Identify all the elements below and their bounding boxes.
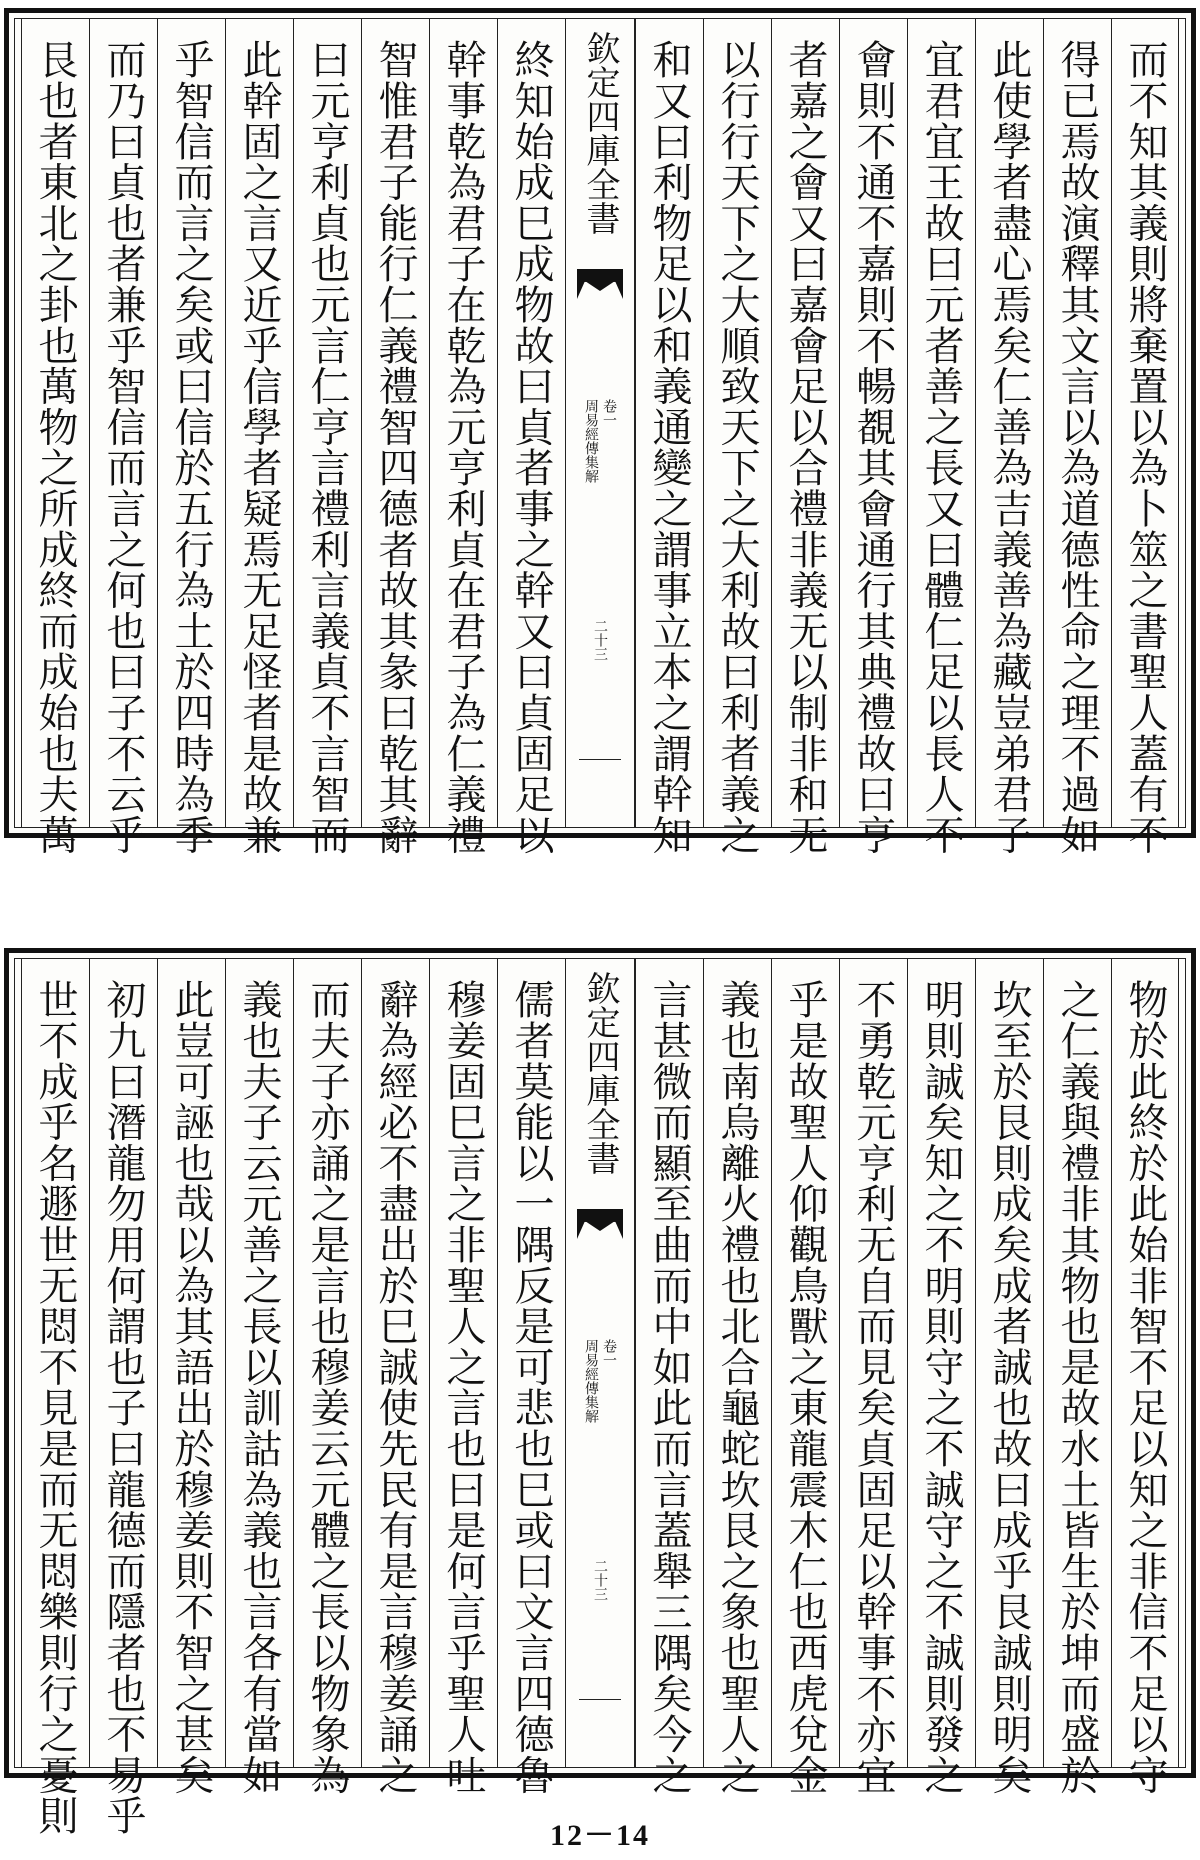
column-text: 辭為經必不盡出於巳誠使先民有是言穆姜誦之 xyxy=(372,979,418,1795)
text-column xyxy=(429,959,497,1795)
column-text: 之仁義與禮非其物也是故水土皆生於坤而盛於 xyxy=(1054,979,1100,1795)
column-text: 艮也者東北之卦也萬物之所成終而成始也夫萬 xyxy=(32,39,78,855)
column-text: 坎至於艮則成矣成者誠也故曰成乎艮誠則明矣 xyxy=(986,979,1032,1795)
column-text: 得已焉故演釋其文言以為道德性命之理不過如 xyxy=(1054,39,1100,855)
text-column xyxy=(1043,19,1111,855)
text-column xyxy=(497,959,565,1795)
text-column xyxy=(157,19,225,855)
column-text: 初九曰潛龍勿用何謂也子曰龍德而隱者也不易乎 xyxy=(100,979,146,1836)
volume-label: 卷一 xyxy=(601,1339,617,1367)
column-divider xyxy=(157,19,158,827)
book-title: 周易經傳集解 xyxy=(583,1339,599,1423)
column-text: 儒者莫能以一隅反是可悲也巳或曰文言四德魯 xyxy=(508,979,554,1795)
text-column xyxy=(89,959,157,1836)
text-column xyxy=(225,959,293,1795)
text-column xyxy=(907,19,975,855)
column-divider xyxy=(839,19,840,827)
page-frame xyxy=(14,18,1186,855)
column-text: 宜君宜王故曰元者善之長又曰體仁足以長人不 xyxy=(918,39,964,855)
column-divider xyxy=(21,959,22,1767)
column-divider xyxy=(907,19,908,827)
text-column xyxy=(1111,959,1179,1795)
page-footer-number: 12－14 xyxy=(550,1819,650,1852)
column-divider xyxy=(771,19,772,827)
fish-tail-ornament-icon xyxy=(577,1209,623,1239)
text-column xyxy=(21,959,89,1836)
column-divider xyxy=(771,959,772,1767)
column-divider xyxy=(1178,19,1179,827)
column-divider xyxy=(361,959,362,1767)
column-text: 世不成乎名遯世无悶不見是而无悶樂則行之憂則 xyxy=(32,979,78,1836)
leaf-number: 二十三 xyxy=(592,619,608,661)
spine-title xyxy=(565,31,635,235)
column-divider xyxy=(1043,959,1044,1767)
text-column xyxy=(225,19,293,855)
column-text: 穆姜固巳言之非聖人之言也曰是何言乎聖人吐 xyxy=(440,979,486,1795)
column-divider xyxy=(1178,959,1179,1767)
text-column xyxy=(907,959,975,1795)
text-column xyxy=(839,19,907,855)
text-column xyxy=(293,959,361,1795)
column-divider xyxy=(157,959,158,1767)
fish-tail-ornament-icon xyxy=(577,269,623,299)
column-divider xyxy=(1111,959,1112,1767)
column-divider xyxy=(635,959,636,1767)
text-column xyxy=(21,19,89,855)
column-divider xyxy=(1111,19,1112,827)
column-text: 不勇乾元亨利无自而見矣貞固足以幹事不亦宜 xyxy=(850,979,896,1795)
text-column xyxy=(1111,19,1179,855)
volume-label: 卷一 xyxy=(601,399,617,427)
spine-book-info xyxy=(565,399,635,483)
text-column xyxy=(89,19,157,855)
column-divider xyxy=(975,959,976,1767)
spine-rule xyxy=(579,759,621,760)
text-column xyxy=(1043,959,1111,1795)
column-divider xyxy=(429,959,430,1767)
spine-book-info xyxy=(565,1339,635,1423)
column-divider xyxy=(21,19,22,827)
column-divider xyxy=(89,19,90,827)
column-divider xyxy=(703,19,704,827)
leaf-number: 二十三 xyxy=(592,1559,608,1601)
column-text: 會則不通不嘉則不暢覩其會通行其典禮故曰亨 xyxy=(850,39,896,855)
column-text: 幹事乾為君子在乾為元亨利貞在君子為仁義禮 xyxy=(440,39,486,855)
column-text: 乎是故聖人仰觀鳥獸之東龍震木仁也西虎兌金 xyxy=(782,979,828,1795)
collection-title: 欽定四庫全書 xyxy=(580,31,620,235)
text-column xyxy=(361,19,429,855)
column-text: 智惟君子能行仁義禮智四德者故其彖曰乾其辭 xyxy=(372,39,418,855)
column-text: 此豈可誣也哉以為其語出於穆姜則不智之甚矣 xyxy=(168,979,214,1795)
spine-rule xyxy=(579,1699,621,1700)
column-text: 以行行天下之大順致天下之大利故曰利者義之 xyxy=(714,39,760,855)
text-column xyxy=(635,19,703,855)
text-column xyxy=(839,959,907,1795)
column-divider xyxy=(361,19,362,827)
book-title: 周易經傳集解 xyxy=(583,399,599,483)
page-top xyxy=(4,8,1196,855)
column-divider xyxy=(225,959,226,1767)
text-column xyxy=(703,19,771,855)
text-column xyxy=(157,959,225,1795)
column-text: 曰元亨利貞也元言仁亨言禮利言義貞不言智而 xyxy=(304,39,350,855)
column-text: 而乃曰貞也者兼乎智信而言之何也曰子不云乎 xyxy=(100,39,146,855)
column-divider xyxy=(429,19,430,827)
text-column xyxy=(497,19,565,855)
column-divider xyxy=(89,959,90,1767)
column-text: 言甚微而顯至曲而中如此而言蓋舉三隅矣今之 xyxy=(646,979,692,1795)
column-text: 乎智信而言之矣或曰信於五行為土於四時為季 xyxy=(168,39,214,855)
collection-title: 欽定四庫全書 xyxy=(580,971,620,1175)
column-text: 而夫子亦誦之是言也穆姜云元體之長以物象為 xyxy=(304,979,350,1795)
column-text: 終知始成巳成物故曰貞者事之幹又曰貞固足以 xyxy=(508,39,554,855)
text-column xyxy=(361,959,429,1795)
column-divider xyxy=(293,19,294,827)
column-divider xyxy=(907,959,908,1767)
column-divider xyxy=(839,959,840,1767)
column-text: 義也夫子云元善之長以訓詁為義也言各有當如 xyxy=(236,979,282,1795)
text-column xyxy=(703,959,771,1795)
center-spine xyxy=(565,19,635,827)
spine-page-number xyxy=(565,619,635,661)
column-divider xyxy=(1043,19,1044,827)
column-text: 此幹固之言又近乎信學者疑焉无足怪者是故兼 xyxy=(236,39,282,855)
spine-title xyxy=(565,971,635,1175)
text-column xyxy=(771,959,839,1795)
column-divider xyxy=(975,19,976,827)
column-divider xyxy=(497,19,498,827)
column-text: 義也南烏離火禮也北合龜蛇坎艮之象也聖人之 xyxy=(714,979,760,1795)
column-divider xyxy=(497,959,498,1767)
column-text: 明則誠矣知之不明則守之不誠守之不誠則發之 xyxy=(918,979,964,1795)
text-column xyxy=(293,19,361,855)
column-divider xyxy=(225,19,226,827)
column-text: 和又曰利物足以和義通變之謂事立本之謂幹知 xyxy=(646,39,692,855)
column-text: 者嘉之會又曰嘉會足以合禮非義无以制非和无 xyxy=(782,39,828,855)
column-divider xyxy=(635,19,636,827)
column-divider xyxy=(293,959,294,1767)
text-column xyxy=(635,959,703,1795)
text-column xyxy=(429,19,497,855)
column-text: 而不知其義則將棄置以為卜筮之書聖人蓋有不 xyxy=(1122,39,1168,855)
center-spine xyxy=(565,959,635,1767)
text-column xyxy=(975,959,1043,1795)
column-text: 此使學者盡心焉矣仁善為吉義善為藏豈弟君子 xyxy=(986,39,1032,855)
text-column xyxy=(771,19,839,855)
column-divider xyxy=(703,959,704,1767)
spine-page-number xyxy=(565,1559,635,1601)
text-column xyxy=(975,19,1043,855)
column-text: 物於此終於此始非智不足以知之非信不足以守 xyxy=(1122,979,1168,1795)
